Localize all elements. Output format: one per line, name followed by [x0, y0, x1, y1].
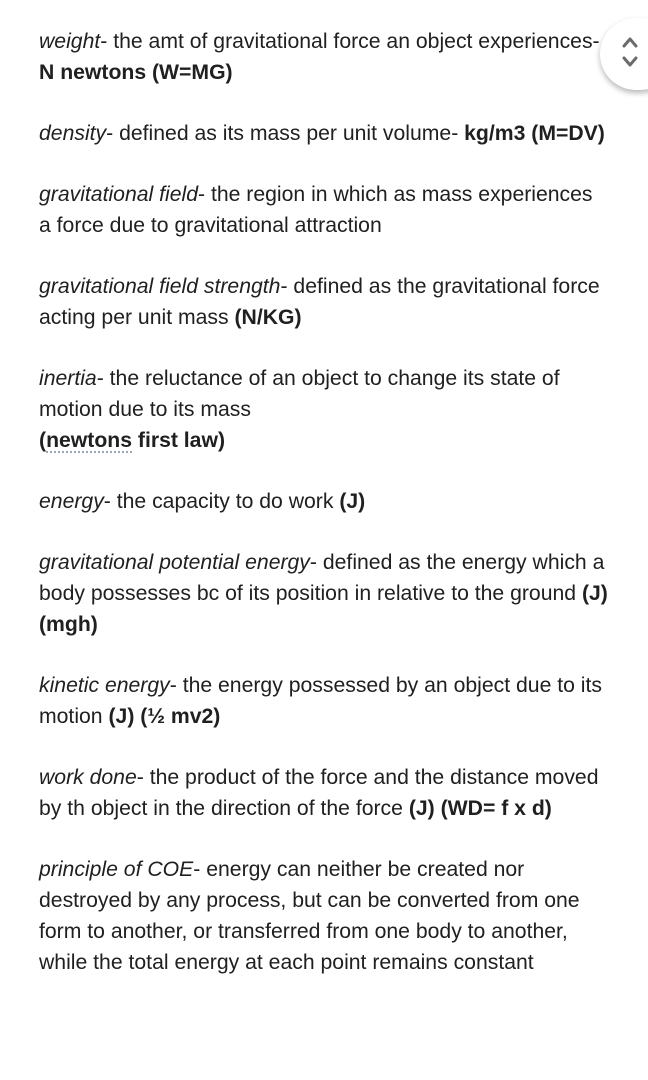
- separator: -: [193, 858, 207, 881]
- unit: (J) (½ mv2): [108, 705, 221, 728]
- definition-text: defined as the gravitational force acting per unit mass: [39, 275, 600, 329]
- definition-gravitational-field-strength: [39, 271, 609, 333]
- term: weight: [39, 30, 101, 53]
- separator: -: [96, 367, 110, 390]
- separator: -: [169, 674, 183, 697]
- term: density: [39, 122, 107, 145]
- unit: (J) (mgh): [39, 582, 608, 636]
- definition-text: energy can neither be created nor destroyed by any process, but can be converted from one form to another, or transferred from one body to another, while the total energy at each point remains constant: [39, 858, 580, 974]
- law-note: first law): [132, 429, 226, 452]
- term: inertia: [39, 367, 97, 390]
- separator: -: [106, 122, 120, 145]
- paren: (: [39, 429, 47, 452]
- unit: kg/m3 (M=DV): [464, 122, 605, 145]
- term: gravitational potential energy: [39, 551, 310, 574]
- definition-weight: [39, 26, 609, 88]
- definition-text: the energy possessed by an object due to its motion: [39, 674, 602, 728]
- separator: -: [103, 490, 117, 513]
- term: gravitational field strength: [39, 275, 281, 298]
- unit: (J) (WD= f x d): [408, 797, 552, 820]
- definition-density: [39, 118, 609, 149]
- definition-text: the capacity to do work: [116, 490, 340, 513]
- separator: -: [100, 30, 114, 53]
- definitions-list: [39, 26, 609, 1008]
- definition-principle-of-coe: [39, 854, 609, 978]
- definition-text: defined as the energy which a body possesses bc of its position in relative to the ground: [39, 551, 605, 605]
- definition-text: defined as its mass per unit volume-: [119, 122, 465, 145]
- separator: -: [198, 183, 211, 206]
- term: gravitational field: [39, 183, 198, 206]
- definition-text: the product of the force and the distance moved by th object in the direction of the force: [39, 766, 599, 820]
- term: work done: [39, 766, 137, 789]
- chevron-up-icon[interactable]: [621, 35, 639, 49]
- newtons-link[interactable]: newtons: [46, 429, 132, 452]
- separator: -: [136, 766, 150, 789]
- unit: (J): [339, 490, 366, 513]
- unit: (N/KG): [234, 306, 302, 329]
- definition-gpe: [39, 547, 609, 640]
- definition-text: the reluctance of an object to change its state of motion due to its mass: [39, 367, 560, 421]
- unit: N newtons (W=MG): [39, 61, 233, 84]
- term: energy: [39, 490, 104, 513]
- chevron-down-icon[interactable]: [621, 55, 639, 69]
- definition-gravitational-field: [39, 179, 609, 241]
- definition-text: the amt of gravitational force an object experiences-: [113, 30, 600, 53]
- definition-work-done: [39, 762, 609, 824]
- term: kinetic energy: [39, 674, 170, 697]
- definition-energy: [39, 486, 609, 517]
- separator: -: [309, 551, 323, 574]
- definition-kinetic-energy: [39, 670, 609, 732]
- definition-text: the region in which as mass experiences a force due to gravitational attraction: [39, 183, 593, 237]
- definition-inertia: [39, 363, 609, 456]
- separator: -: [280, 275, 294, 298]
- term: principle of COE: [39, 858, 194, 881]
